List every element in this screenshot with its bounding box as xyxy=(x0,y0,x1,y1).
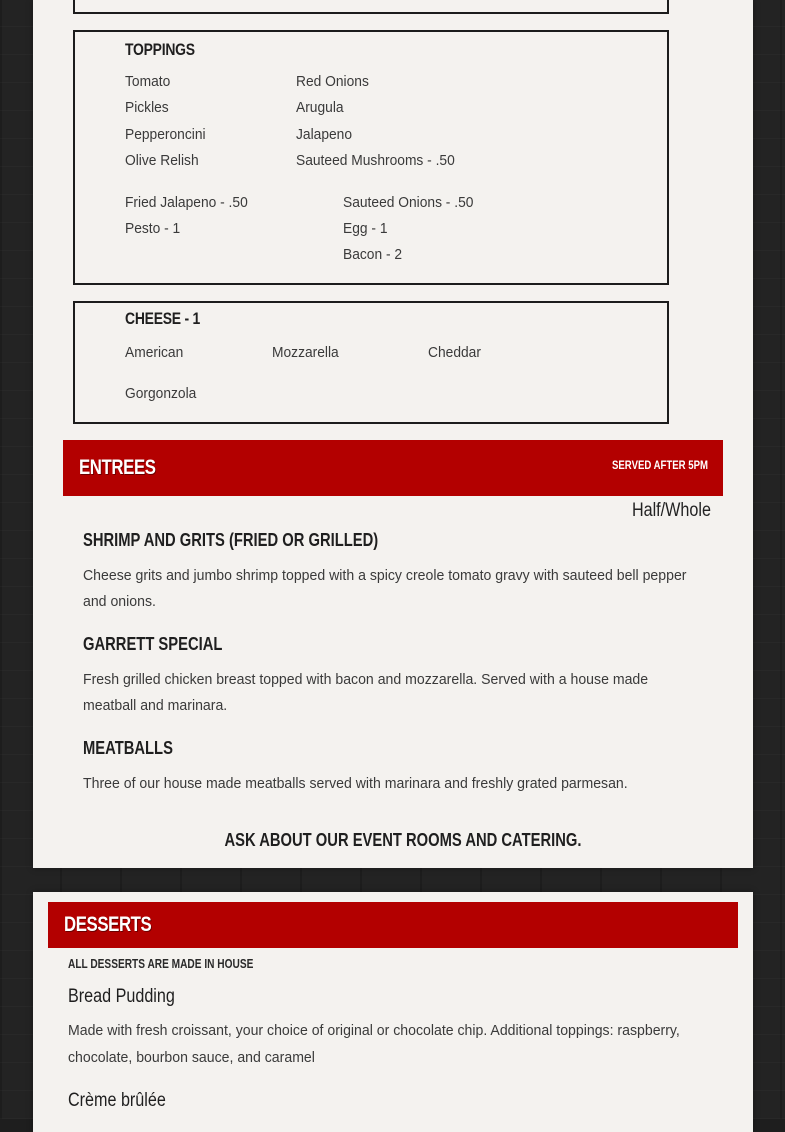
topping-item: Arugula xyxy=(296,99,344,116)
topping-item: Pickles xyxy=(125,99,169,116)
desserts-note: ALL DESSERTS ARE MADE IN HOUSE xyxy=(68,956,254,971)
toppings-title: TOPPINGS xyxy=(125,40,195,59)
toppings-box xyxy=(73,30,669,285)
cheese-item: Gorgonzola xyxy=(125,385,197,402)
dish-description: Three of our house made meatballs served with marinara and freshly grated parmesan. xyxy=(83,775,628,792)
topping-item: Sauteed Onions - .50 xyxy=(343,194,474,211)
dish-name: GARRETT SPECIAL xyxy=(83,634,223,654)
desserts-title: DESSERTS xyxy=(64,913,152,936)
cheese-item: American xyxy=(125,344,184,361)
topping-item: Pesto - 1 xyxy=(125,220,181,237)
desserts-page xyxy=(33,892,753,1132)
topping-item: Olive Relish xyxy=(125,152,199,169)
cheese-item: Cheddar xyxy=(428,344,481,361)
dish-description: Fresh grilled chicken breast topped with bacon and mozzarella. Served with a house made meatball and marinara. xyxy=(83,671,649,714)
dish-description: Cheese grits and jumbo shrimp topped with a spicy creole tomato gravy with sauteed bell pepper and onions. xyxy=(83,567,687,610)
entrees-header xyxy=(63,440,723,496)
size-label: Half/Whole xyxy=(632,500,711,521)
cheese-item: Mozzarella xyxy=(272,344,339,361)
previous-section-box xyxy=(73,0,669,14)
cheese-box xyxy=(73,301,669,424)
topping-item: Tomato xyxy=(125,73,171,90)
topping-item: Egg - 1 xyxy=(343,220,388,237)
topping-item: Pepperoncini xyxy=(125,126,206,143)
desserts-header xyxy=(48,902,738,948)
topping-item: Red Onions xyxy=(296,73,369,90)
catering-note: ASK ABOUT OUR EVENT ROOMS AND CATERING. xyxy=(224,830,582,850)
dessert-description: Made with fresh croissant, your choice of original or chocolate chip. Additional toppings: raspberry, chocolate, bourbon sauce, and caramel xyxy=(68,1022,680,1066)
topping-item: Jalapeno xyxy=(296,126,353,143)
entrees-title: ENTREES xyxy=(79,456,156,479)
menu-page xyxy=(33,0,753,868)
dessert-name: Bread Pudding xyxy=(68,986,175,1007)
dish-name: MEATBALLS xyxy=(83,738,173,758)
topping-item: Sauteed Mushrooms - .50 xyxy=(296,152,455,169)
dessert-name: Crème brûlée xyxy=(68,1090,166,1111)
entrees-served-note: SERVED AFTER 5PM xyxy=(611,458,708,472)
topping-item: Fried Jalapeno - .50 xyxy=(125,194,248,211)
cheese-title: CHEESE - 1 xyxy=(125,309,201,328)
topping-item: Bacon - 2 xyxy=(343,246,403,263)
dish-name: SHRIMP AND GRITS (FRIED OR GRILLED) xyxy=(83,530,379,550)
